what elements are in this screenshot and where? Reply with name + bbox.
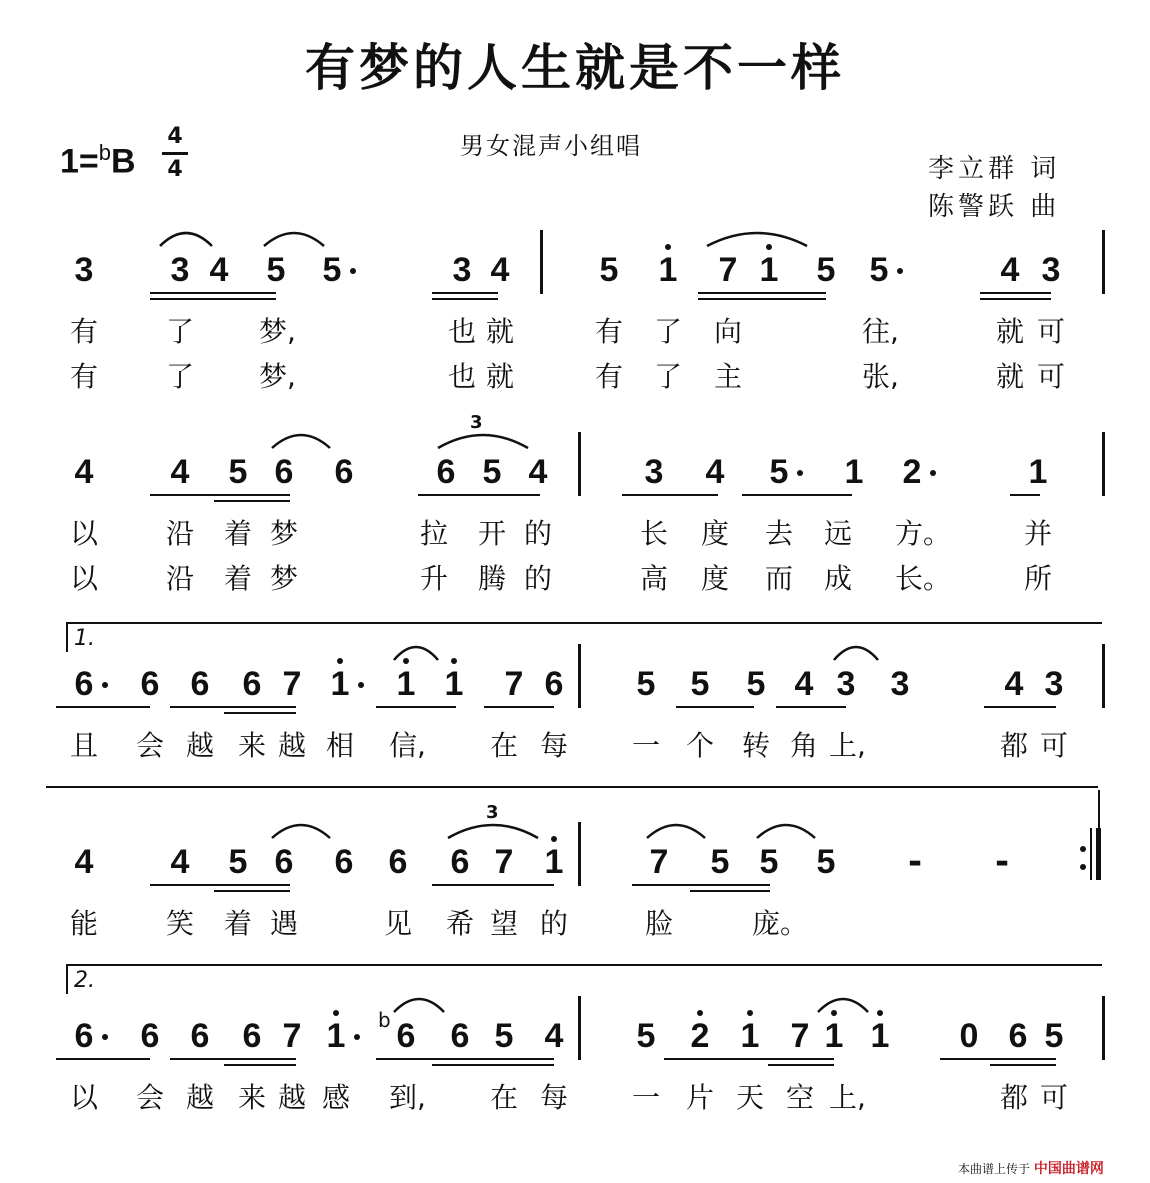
slur — [645, 818, 707, 840]
octave-dot — [337, 658, 343, 664]
note: 5 — [869, 251, 889, 289]
note: 4 — [544, 1017, 564, 1055]
lyric: 在 — [489, 1081, 518, 1114]
note: 4 — [528, 453, 548, 491]
note: 6 — [450, 1017, 470, 1055]
octave-dot — [877, 1010, 883, 1016]
bar-line — [1102, 432, 1105, 496]
underline — [980, 298, 1051, 300]
lyric: 了 — [653, 315, 682, 348]
lyric: 角 — [789, 729, 818, 762]
repeat-dot — [1080, 846, 1086, 852]
note: 6 — [334, 843, 354, 881]
underline — [1010, 494, 1040, 496]
lyric: 以 — [69, 517, 98, 550]
bar-line — [540, 230, 543, 294]
note: 1 — [870, 1017, 890, 1055]
note: 1 — [740, 1017, 760, 1055]
note: 3 — [452, 251, 472, 289]
lyric: 在 — [489, 729, 518, 762]
augmentation-dot — [897, 268, 903, 274]
augmentation-dot — [358, 682, 364, 688]
underline — [990, 1058, 1056, 1060]
lyric: 转 — [741, 729, 770, 762]
lyric: 着 — [223, 907, 252, 940]
note: 1 — [759, 251, 779, 289]
repeat-bar-thin — [1090, 828, 1092, 880]
lyric: 了 — [165, 360, 194, 393]
lyric: 也 — [447, 315, 476, 348]
underline — [622, 494, 718, 496]
sustain-dash: - — [995, 842, 1010, 882]
octave-dot — [451, 658, 457, 664]
lyric: 脸 — [644, 907, 673, 940]
note: 3 — [74, 251, 94, 289]
lyric: 成 — [823, 562, 852, 595]
note: 1 — [444, 665, 464, 703]
underline — [224, 712, 296, 714]
lyricist-credit: 李立群 词 — [928, 154, 1061, 184]
volta-line — [66, 964, 1102, 966]
lyric: 了 — [165, 315, 194, 348]
octave-dot — [333, 1010, 339, 1016]
key-signature: 1=$^b$B — [60, 140, 136, 181]
underline — [676, 706, 754, 708]
note: 7 — [282, 1017, 302, 1055]
note: 1 — [326, 1017, 346, 1055]
note: 4 — [170, 843, 190, 881]
lyric: 着 — [223, 562, 252, 595]
lyric: 上, — [829, 1081, 866, 1114]
note: 6 — [74, 1017, 94, 1055]
lyric: 所 — [1023, 562, 1052, 595]
underline — [214, 890, 290, 892]
lyric: 就 — [995, 360, 1024, 393]
note: 2 — [902, 453, 922, 491]
underline — [768, 1064, 834, 1066]
note: 5 — [710, 843, 730, 881]
repeat-dot — [1080, 864, 1086, 870]
underline — [214, 884, 290, 886]
note: 4 — [794, 665, 814, 703]
underline — [432, 292, 498, 294]
lyric: 开 — [477, 517, 506, 550]
lyric: 见 — [383, 907, 412, 940]
note: 6 — [396, 1017, 416, 1055]
lyric: 遇 — [269, 907, 298, 940]
lyric: 高 — [639, 562, 668, 595]
note: 1 — [1028, 453, 1048, 491]
volta-line — [66, 622, 1102, 624]
lyric: 以 — [69, 562, 98, 595]
note: 1 — [544, 843, 564, 881]
note: 5 — [494, 1017, 514, 1055]
octave-dot — [697, 1010, 703, 1016]
lyric: 以 — [69, 1081, 98, 1114]
lyric: 可 — [1036, 315, 1065, 348]
note: 5 — [228, 843, 248, 881]
note: 2 — [690, 1017, 710, 1055]
lyric: 长 — [639, 517, 668, 550]
bar-line — [578, 822, 581, 886]
lyric: 往, — [862, 315, 899, 348]
lyric: 并 — [1023, 517, 1052, 550]
footer-credit: 本曲谱上传于 中国曲谱网 — [958, 1161, 1104, 1177]
note: 7 — [494, 843, 514, 881]
underline — [768, 1058, 834, 1060]
volta-number: 2. — [74, 968, 95, 993]
bar-line — [578, 996, 581, 1060]
note: 3 — [836, 665, 856, 703]
lyric: 感 — [321, 1081, 350, 1114]
lyric: 来 — [237, 729, 266, 762]
note: 7 — [790, 1017, 810, 1055]
note: 5 — [228, 453, 248, 491]
underline — [150, 298, 276, 300]
underline — [214, 500, 290, 502]
bar-line — [578, 432, 581, 496]
lyric: 拉 — [419, 517, 448, 550]
note: 6 — [450, 843, 470, 881]
underline — [56, 706, 150, 708]
note: 3 — [1044, 665, 1064, 703]
lyric: 一 — [631, 1081, 660, 1114]
lyric: 向 — [713, 315, 742, 348]
note: 6 — [140, 665, 160, 703]
lyric: 升 — [419, 562, 448, 595]
note: 7 — [649, 843, 669, 881]
lyric: 越 — [277, 729, 306, 762]
note: 5 — [746, 665, 766, 703]
lyric: 沿 — [165, 517, 194, 550]
note: 1 — [330, 665, 350, 703]
lyric: 空 — [785, 1081, 814, 1114]
note: 4 — [74, 453, 94, 491]
volta-number: 1. — [74, 626, 95, 651]
lyric: 一 — [631, 729, 660, 762]
lyric: 会 — [135, 729, 164, 762]
lyric: 每 — [539, 729, 568, 762]
underline — [418, 494, 540, 496]
note: 1 — [824, 1017, 844, 1055]
octave-dot — [551, 836, 557, 842]
lyric: 越 — [185, 729, 214, 762]
lyric: 可 — [1039, 729, 1068, 762]
volta-mark — [66, 966, 68, 994]
note: 4 — [705, 453, 725, 491]
note: 3 — [890, 665, 910, 703]
lyric: 有 — [594, 360, 623, 393]
lyric: 且 — [69, 729, 98, 762]
note: 6 — [544, 665, 564, 703]
note: 5 — [1044, 1017, 1064, 1055]
lyric: 梦, — [259, 360, 296, 393]
slur — [436, 428, 530, 450]
note: 7 — [718, 251, 738, 289]
note: 6 — [140, 1017, 160, 1055]
slur — [392, 992, 446, 1014]
bar-line — [1098, 790, 1100, 838]
underline — [150, 292, 276, 294]
note: 5 — [759, 843, 779, 881]
augmentation-dot — [354, 1034, 360, 1040]
note: 4 — [490, 251, 510, 289]
lyric: 信, — [389, 729, 426, 762]
lyric: 梦, — [259, 315, 296, 348]
underline — [224, 1058, 296, 1060]
note: 3 — [1041, 251, 1061, 289]
lyric: 腾 — [477, 562, 506, 595]
underline — [980, 292, 1051, 294]
lyric: 梦 — [269, 562, 298, 595]
underline — [432, 1064, 554, 1066]
time-signature: 4 4 — [162, 124, 188, 183]
lyric: 越 — [277, 1081, 306, 1114]
lyric: 也 — [447, 360, 476, 393]
underline — [690, 884, 770, 886]
note: 6 — [334, 453, 354, 491]
slur — [755, 818, 817, 840]
lyric: 的 — [539, 907, 568, 940]
slur — [392, 640, 440, 662]
slur — [270, 818, 332, 840]
note: 4 — [74, 843, 94, 881]
volta-mark — [66, 624, 68, 652]
slur — [816, 992, 870, 1014]
lyric: 望 — [489, 907, 518, 940]
note: 5 — [690, 665, 710, 703]
lyric: 就 — [995, 315, 1024, 348]
volta-line — [46, 786, 1098, 788]
augmentation-dot — [102, 1034, 108, 1040]
lyric: 片 — [685, 1081, 714, 1114]
lyric: 长。 — [895, 562, 952, 595]
lyric: 而 — [764, 562, 793, 595]
note: 6 — [74, 665, 94, 703]
lyric: 每 — [539, 1081, 568, 1114]
note: 5 — [322, 251, 342, 289]
lyric: 天 — [735, 1081, 764, 1114]
slur — [270, 428, 332, 450]
note: 6 — [436, 453, 456, 491]
note: 4 — [170, 453, 190, 491]
octave-dot — [747, 1010, 753, 1016]
lyric: 可 — [1036, 360, 1065, 393]
lyric: 就 — [485, 360, 514, 393]
lyric: 笑 — [165, 907, 194, 940]
lyric: 上, — [829, 729, 866, 762]
lyric: 都 — [999, 1081, 1028, 1114]
lyric: 能 — [69, 907, 98, 940]
flat-sign: b — [378, 1008, 391, 1032]
lyric: 希 — [445, 907, 474, 940]
lyric: 都 — [999, 729, 1028, 762]
augmentation-dot — [350, 268, 356, 274]
underline — [224, 1064, 296, 1066]
note: 6 — [190, 665, 210, 703]
lyric: 有 — [594, 315, 623, 348]
lyric: 有 — [69, 315, 98, 348]
note: 5 — [769, 453, 789, 491]
augmentation-dot — [930, 470, 936, 476]
underline — [432, 884, 554, 886]
note: 0 — [959, 1017, 979, 1055]
underline — [432, 298, 498, 300]
lyric: 会 — [135, 1081, 164, 1114]
lyric: 了 — [653, 360, 682, 393]
underline — [56, 1058, 150, 1060]
lyric: 主 — [713, 360, 742, 393]
note: 6 — [242, 665, 262, 703]
slur — [832, 640, 880, 662]
note: 5 — [816, 843, 836, 881]
lyric: 远 — [823, 517, 852, 550]
note: 6 — [190, 1017, 210, 1055]
composer-credit: 陈警跃 曲 — [928, 192, 1061, 222]
underline — [690, 890, 770, 892]
slur — [158, 226, 214, 248]
lyric: 可 — [1039, 1081, 1068, 1114]
note: 5 — [482, 453, 502, 491]
augmentation-dot — [797, 470, 803, 476]
underline — [742, 494, 852, 496]
lyric: 着 — [223, 517, 252, 550]
lyric: 庞。 — [752, 907, 809, 940]
note: 6 — [1008, 1017, 1028, 1055]
note: 1 — [658, 251, 678, 289]
slur — [262, 226, 326, 248]
note: 6 — [274, 843, 294, 881]
note: 1 — [396, 665, 416, 703]
underline — [432, 1058, 554, 1060]
underline — [698, 292, 826, 294]
lyric: 越 — [185, 1081, 214, 1114]
octave-dot — [665, 244, 671, 250]
lyric: 去 — [764, 517, 793, 550]
note: 5 — [266, 251, 286, 289]
triplet-mark: 3 — [486, 802, 499, 823]
underline — [214, 494, 290, 496]
site-logo: 中国曲谱网 — [1033, 1161, 1104, 1177]
note: 3 — [170, 251, 190, 289]
bar-line — [1102, 230, 1105, 294]
augmentation-dot — [102, 682, 108, 688]
note: 1 — [844, 453, 864, 491]
performance-note: 男女混声小组唱 — [460, 132, 642, 160]
note: 4 — [209, 251, 229, 289]
note: 6 — [242, 1017, 262, 1055]
lyric: 张, — [862, 360, 899, 393]
sustain-dash: - — [908, 842, 923, 882]
lyric: 度 — [700, 517, 729, 550]
note: 3 — [644, 453, 664, 491]
note: 5 — [599, 251, 619, 289]
underline — [984, 706, 1056, 708]
note: 7 — [282, 665, 302, 703]
bar-line — [578, 644, 581, 708]
note: 5 — [816, 251, 836, 289]
underline — [698, 298, 826, 300]
note: 4 — [1004, 665, 1024, 703]
note: 5 — [636, 665, 656, 703]
lyric: 沿 — [165, 562, 194, 595]
note: 7 — [504, 665, 524, 703]
song-title: 有梦的人生就是不一样 — [305, 38, 845, 97]
note: 6 — [274, 453, 294, 491]
slur — [705, 226, 809, 248]
note: 6 — [388, 843, 408, 881]
lyric: 有 — [69, 360, 98, 393]
lyric: 就 — [485, 315, 514, 348]
underline — [776, 706, 846, 708]
underline — [376, 706, 456, 708]
underline — [484, 706, 554, 708]
lyric: 的 — [523, 517, 552, 550]
lyric: 相 — [325, 729, 354, 762]
lyric: 来 — [237, 1081, 266, 1114]
triplet-mark: 3 — [470, 412, 483, 433]
lyric: 梦 — [269, 517, 298, 550]
bar-line — [1102, 996, 1105, 1060]
note: 4 — [1000, 251, 1020, 289]
lyric: 方。 — [895, 517, 952, 550]
underline — [990, 1064, 1056, 1066]
lyric: 度 — [700, 562, 729, 595]
bar-line — [1102, 644, 1105, 708]
lyric: 到, — [389, 1081, 426, 1114]
lyric: 的 — [523, 562, 552, 595]
underline — [224, 706, 296, 708]
note: 5 — [636, 1017, 656, 1055]
lyric: 个 — [685, 729, 714, 762]
